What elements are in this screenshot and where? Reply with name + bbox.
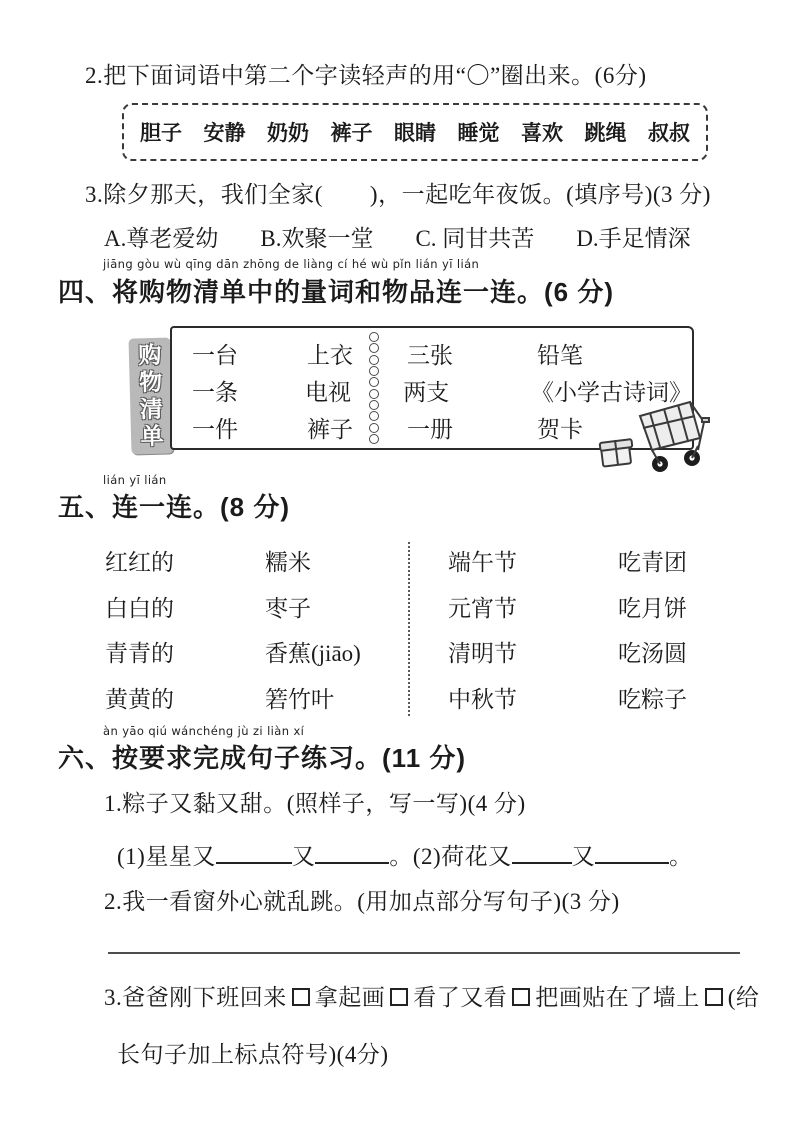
match-item: 箬竹叶	[265, 686, 334, 712]
section-5-pinyin: lián yī lián	[103, 473, 167, 487]
measure-word: 一条	[192, 380, 238, 405]
blank-end: 。	[669, 844, 693, 869]
shopping-list-figure	[120, 324, 706, 464]
shopping-cart-icon	[594, 390, 712, 478]
q3-part: 把画贴在了墙上	[535, 985, 700, 1010]
q3-part: 3.爸爸刚下班回来	[104, 985, 287, 1010]
item-word: 贺卡	[537, 417, 583, 442]
section-6-heading	[58, 738, 466, 775]
match-item: 香蕉(jiāo)	[265, 641, 361, 667]
option-d: D.手足情深	[576, 226, 691, 251]
match-item: 中秋节	[448, 686, 517, 712]
label-char: 清	[139, 396, 164, 423]
match-item: 端午节	[448, 550, 517, 576]
match-item: 黄黄的	[105, 686, 174, 712]
q3-part: 看了又看	[413, 985, 508, 1010]
section-6-q3-text	[104, 979, 759, 1012]
word-item: 裤子	[330, 121, 373, 145]
match-item: 吃青团	[618, 550, 687, 576]
measure-word: 两支	[403, 380, 450, 405]
measure-word: 一台	[192, 343, 238, 368]
item-word: 裤子	[307, 417, 353, 442]
q3-part: (给	[727, 985, 760, 1010]
punctuation-box	[292, 988, 310, 1006]
blank-mid: 又	[291, 844, 316, 869]
section-6-title: 按要求完成句子练习。(11 分)	[112, 743, 467, 773]
punctuation-box	[512, 988, 530, 1006]
measure-word: 一件	[192, 417, 238, 442]
section-5-heading	[58, 487, 290, 524]
matching-divider	[408, 542, 410, 716]
match-item: 吃汤圆	[618, 641, 687, 667]
question-2-text: 2.把下面词语中第二个字读轻声的用“〇”圈出来。(6分)	[85, 63, 647, 88]
section-6-pinyin: àn yāo qiú wánchéng jù zi liàn xí	[103, 724, 305, 738]
match-item: 清明节	[448, 641, 517, 667]
answer-line	[108, 952, 740, 954]
punctuation-box	[705, 988, 723, 1006]
word-item: 安静	[203, 121, 246, 145]
shopping-row	[172, 335, 692, 372]
fill-in-blank	[595, 844, 669, 864]
word-item: 胆子	[140, 121, 182, 145]
item-word: 电视	[305, 380, 351, 405]
word-item: 睡觉	[457, 121, 500, 145]
matching-row	[105, 675, 750, 721]
measure-word: 三张	[407, 343, 453, 368]
label-char: 单	[140, 423, 164, 450]
item-word: 铅笔	[537, 343, 583, 368]
blank-prefix: (2)荷花又	[412, 844, 512, 869]
word-item: 奶奶	[267, 121, 309, 145]
match-item: 白白的	[105, 595, 174, 621]
fill-in-blank	[315, 844, 389, 864]
spiral-binding-icon	[369, 332, 381, 444]
word-item: 喜欢	[521, 121, 563, 145]
section-4-title: 将购物清单中的量词和物品连一连。(6 分)	[112, 277, 615, 307]
item-word: 上衣	[307, 343, 353, 368]
match-item: 元宵节	[448, 595, 517, 621]
shopping-list-label	[128, 337, 173, 454]
blank-mid: 又	[571, 844, 596, 869]
blank-end: 。	[389, 844, 413, 869]
matching-row	[105, 584, 750, 630]
match-item: 糯米	[265, 550, 311, 576]
section-6-q3-line2: 长句子加上标点符号)(4分)	[117, 1042, 389, 1067]
label-char: 购	[138, 342, 162, 369]
option-a: A.尊老爱幼	[104, 226, 219, 251]
section-6-q2-text: 2.我一看窗外心就乱跳。(用加点部分写句子)(3 分)	[104, 889, 620, 914]
section-5-title: 连一连。(8 分)	[112, 492, 291, 522]
matching-row	[105, 538, 750, 584]
question-2-word-box	[122, 103, 708, 161]
punctuation-box	[390, 988, 408, 1006]
matching-row	[105, 629, 750, 675]
match-item: 枣子	[265, 595, 311, 621]
section-6-q1-blanks	[117, 838, 693, 871]
blank-prefix: (1)星星又	[117, 844, 216, 869]
section-6-number: 六、	[58, 743, 113, 773]
word-item: 跳绳	[584, 121, 627, 145]
match-item: 吃月饼	[618, 595, 687, 621]
match-item: 青青的	[105, 641, 174, 667]
question-3-text: 3.除夕那天，我们全家( )，一起吃年夜饭。(填序号)(3 分)	[85, 182, 711, 207]
section-4-number: 四、	[58, 277, 113, 307]
section-6-q1-text: 1.粽子又黏又甜。(照样子，写一写)(4 分)	[104, 791, 526, 816]
matching-exercise	[105, 538, 750, 720]
match-item: 吃粽子	[618, 686, 687, 712]
measure-word: 一册	[407, 417, 453, 442]
question-3-options	[104, 220, 691, 253]
item-word: 《小学古诗词》	[531, 380, 692, 405]
option-b: B.欢聚一堂	[260, 226, 374, 251]
section-4-heading	[58, 272, 614, 309]
label-char: 物	[138, 369, 163, 396]
section-4-pinyin: jiāng gòu wù qīng dān zhōng de liàng cí hé wù pǐn lián yī lián	[103, 257, 480, 271]
word-item: 眼睛	[394, 121, 436, 145]
word-item: 叔叔	[648, 121, 690, 145]
option-c: C. 同甘共苦	[415, 226, 535, 251]
fill-in-blank	[216, 844, 292, 864]
section-5-number: 五、	[58, 492, 113, 522]
fill-in-blank	[512, 844, 572, 864]
match-item: 红红的	[105, 550, 174, 576]
q3-part: 拿起画	[314, 985, 386, 1010]
